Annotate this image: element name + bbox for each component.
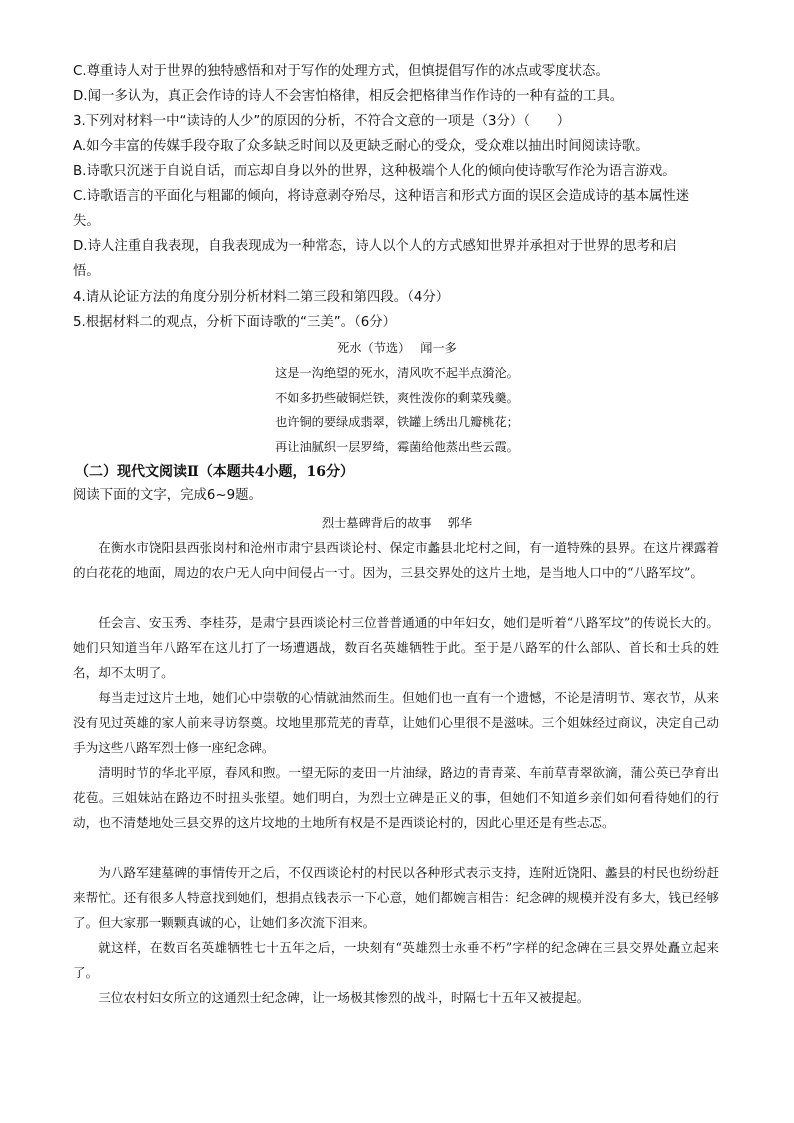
question-3-stem: 3.下列对材料一中“读诗的人少”的原因的分析，不符合文意的一项是（3分）（ ） [73,114,571,129]
section-heading: （二）现代文阅读Ⅱ（本题共4小题，16分） [75,464,355,480]
question-4: 4.请从论证方法的角度分别分析材料二第三段和第四段。（4分） [73,290,450,305]
article-paragraph: 任会言、安玉秀、李桂芬，是肃宁县西谈论村三位普普通通的中年妇女，她们是听着“八路军坟”的传说长大的。她们只知道当年八路军在这儿打了一场遭遇战，数百名英雄牺牲于此。至于是八路军的什么部队、首长和士兵的姓名，却不太明了。 [73,615,719,680]
question-3-option-c: C.诗歌语言的平面化与粗鄙的倾向，将诗意剥夺殆尽，这种语言和形式方面的误区会造成诗的基本属性迷 [73,189,690,204]
poem-heading: 死水（节选） 闻一多 [337,341,457,355]
question-3-option-a: A.如今丰富的传媒手段夺取了众多缺乏时间以及更缺乏耐心的受众，受众难以抽出时间阅读诗歌。 [73,139,649,154]
article-paragraph: 清明时节的华北平原，春风和煦。一望无际的麦田一片油绿，路边的青青菜、车前草青翠欲滴，蒲公英已孕育出花苞。三姐妹站在路边不时扭头张望。她们明白，为烈士立碑是正义的事，但她们不知道乡亲们如何看待她们的行动，也不清楚地处三县交界的这片坟地的土地所有权是不是西谈论村的，因此心里还是有些忐忑。 [73,765,719,830]
article-paragraph: 为八路军建墓碑的事情传开之后，不仅西谈论村的村民以各种形式表示支持，连附近饶阳、蠡县的村民也纷纷赶来帮忙。还有很多人特意找到她们，想捐点钱表示一下心意，她们都婉言相告：纪念碑的规模并没有多大，钱已经够了。但大家那一颗颗真诚的心，让她们多次流下泪来。 [73,865,719,930]
poem-line: 不如多扔些破铜烂铁，爽性泼你的剩菜残羹。 [275,391,519,405]
question-option-c: C.尊重诗人对于世界的独特感悟和对于写作的处理方式，但慎提倡写作的冰点或零度状态。 [73,64,609,79]
section-instruction: 阅读下面的文字，完成6~9题。 [73,488,262,503]
question-3-option-d: D.诗人注重自我表现，自我表现成为一种常态，诗人以个人的方式感知世界并承担对于世界的思考和启 [73,239,677,254]
article-title: 烈士墓碑背后的故事 郭华 [321,516,473,530]
question-3-option-c-cont: 失。 [73,214,100,229]
article-paragraph: 三位农村妇女所立的这通烈士纪念碑，让一场极其惨烈的战斗，时隔七十五年又被提起。 [98,990,590,1005]
article-paragraph: 在衡水市饶阳县西张岗村和沧州市肃宁县西谈论村、保定市蠡县北坨村之间，有一道特殊的县界。在这片裸露着的白花花的地面，周边的农户无人向中间侵占一寸。因为，三县交界处的这片土地，是当地人口中的“八路军坟”。 [73,540,719,580]
poem-line: 这是一沟绝望的死水，清风吹不起半点漪沦。 [275,366,519,380]
article-paragraph: 每当走过这片土地，她们心中崇敬的心情就油然而生。但她们也一直有一个遗憾，不论是清明节、寒衣节，从来没有见过英雄的家人前来寻访祭奠。坟地里那荒芜的青草，让她们心里很不是滋味。三个姐妹经过商议，决定自己动手为这些八路军烈士修一座纪念碑。 [73,690,719,755]
question-3-option-d-cont: 悟。 [73,264,100,279]
question-3-option-b: B.诗歌只沉迷于自说自话，而忘却自身以外的世界，这种极端个人化的倾向使诗歌写作沦为语言游戏。 [73,164,676,179]
question-5: 5.根据材料二的观点，分析下面诗歌的“三美”。（6分） [73,315,397,330]
article-paragraph: 就这样，在数百名英雄牺牲七十五年之后，一块刻有“英雄烈士永垂不朽”字样的纪念碑在三县交界处矗立起来了。 [73,940,719,980]
question-option-d: D.闻一多认为，真正会作诗的诗人不会害怕格律，相反会把格律当作作诗的一种有益的工具。 [73,89,624,104]
poem-line: 再让油腻织一层罗绮，霉菌给他蒸出些云霞。 [275,440,519,454]
poem-line: 也许铜的要绿成翡翠，铁罐上绣出几瓣桃花； [275,415,519,429]
